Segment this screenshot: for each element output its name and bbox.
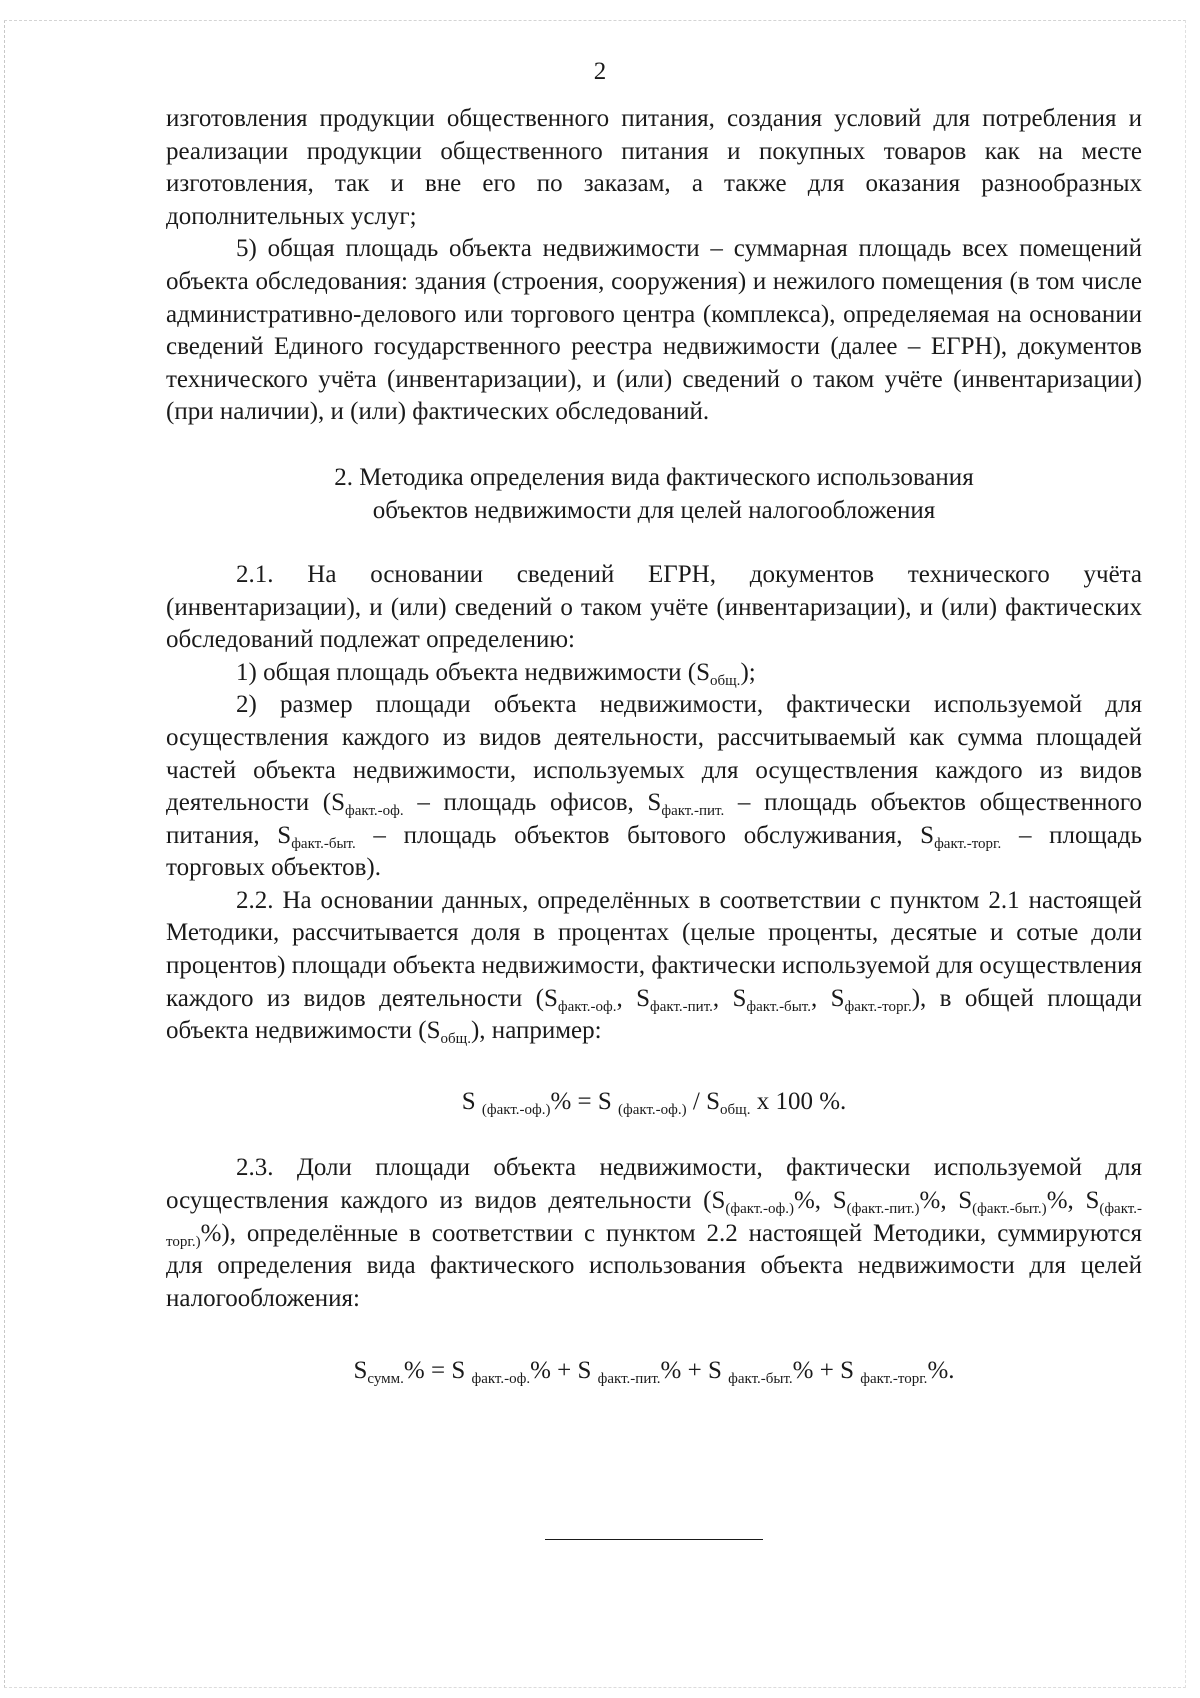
paragraph-2-1-item-1: 1) общая площадь объекта недвижимости $(S_{общ.})$; (236, 658, 756, 689)
section-heading-line-1: 2. Методика определения вида фактического использования (334, 463, 974, 491)
section-heading (166, 461, 1142, 527)
paragraph-item-5: 5) общая площадь объекта недвижимости – суммарная площадь всех помещений объекта обследования: здания (строения, сооружения) и нежилого помещения (в том числе административно-делового или торгового центра (комплекса), определяемая на основании сведений Единого государственного реестра недвижимости (далее – ЕГРН), документов технического учёта (инвентаризации), и (или) сведений о таком учёте (инвентаризации) (при наличии), и (или) фактических обследований. (166, 235, 1142, 426)
paragraph-continuation: изготовления продукции общественного питания, создания условий для потребления и реализации продукции общественного питания и покупных товаров как на месте изготовления, так и вне его по заказам, а также для оказания разнообразных дополнительных услуг; (166, 105, 1142, 230)
formula-sum: $S_{сумм.}\% = S$ $_{факт.-оф.}$% + S $_{факт.-пит.}$% + S $_{факт.-быт.}$% + S $_{факт.-торг.}$%. (353, 1357, 955, 1388)
page-number: 2 (593, 58, 607, 85)
paragraph-2-2: 2.2. На основании данных, определённых в соответствии с пунктом 2.1 настоящей Методики, рассчитывается доля в процентах (целые проценты, десятые и сотые доли процентов) площади объекта недвижимости, фактически используемой для осуществления каждого из видов деятельности ($S_{факт.-оф.}$, $S_{факт.-пит.}$, $S_{факт.-быт.}$, $S_{факт.-торг.}$), в общей площади объекта недвижимости $(S_{общ.})$, например: (166, 886, 1143, 1048)
formula-share: S $_{(факт.-оф.)}$% = S $_{(факт.-оф.)} / S_{общ.}$ х 100 %. (461, 1087, 847, 1118)
paragraph-2-1: 2.1. На основании сведений ЕГРН, документов технического учёта (инвентаризации), и (или) сведений о таком учёте (инвентаризации), и (или) фактических обследований подлежат определению: (166, 560, 1142, 654)
document-body (166, 103, 1142, 1388)
paragraph-2-3: 2.3. Доли площади объекта недвижимости, фактически используемой для осуществления каждого из видов деятельности ($S_{(факт.-оф.)}\%$, $S_{(факт.-пит.)}\%$, $S_{(факт.-быт.)}\%$, $S_{(факт.-торг.)}\%$), определённые в соответствии с пунктом 2.2 настоящей Методики, суммируются для определения вида фактического использования объекта недвижимости для целей налогообложения: (166, 1154, 1142, 1312)
paragraph-2-1-item-2: 2) размер площади объекта недвижимости, фактически используемой для осуществления каждого из видов деятельности, рассчитываемый как сумма площадей частей объекта недвижимости, используемых для осуществления каждого из видов деятельности ($S_{факт.-оф.}$ – площадь офисов, $S_{факт.-пит.}$ – площадь объектов общественного питания, $S_{факт.-быт.}$ – площадь объектов бытового обслуживания, $S_{факт.-торг.}$ – площадь торговых объектов). (166, 691, 1142, 882)
end-of-document-rule (545, 1539, 763, 1540)
section-heading-line-2: объектов недвижимости для целей налогообложения (372, 496, 936, 524)
